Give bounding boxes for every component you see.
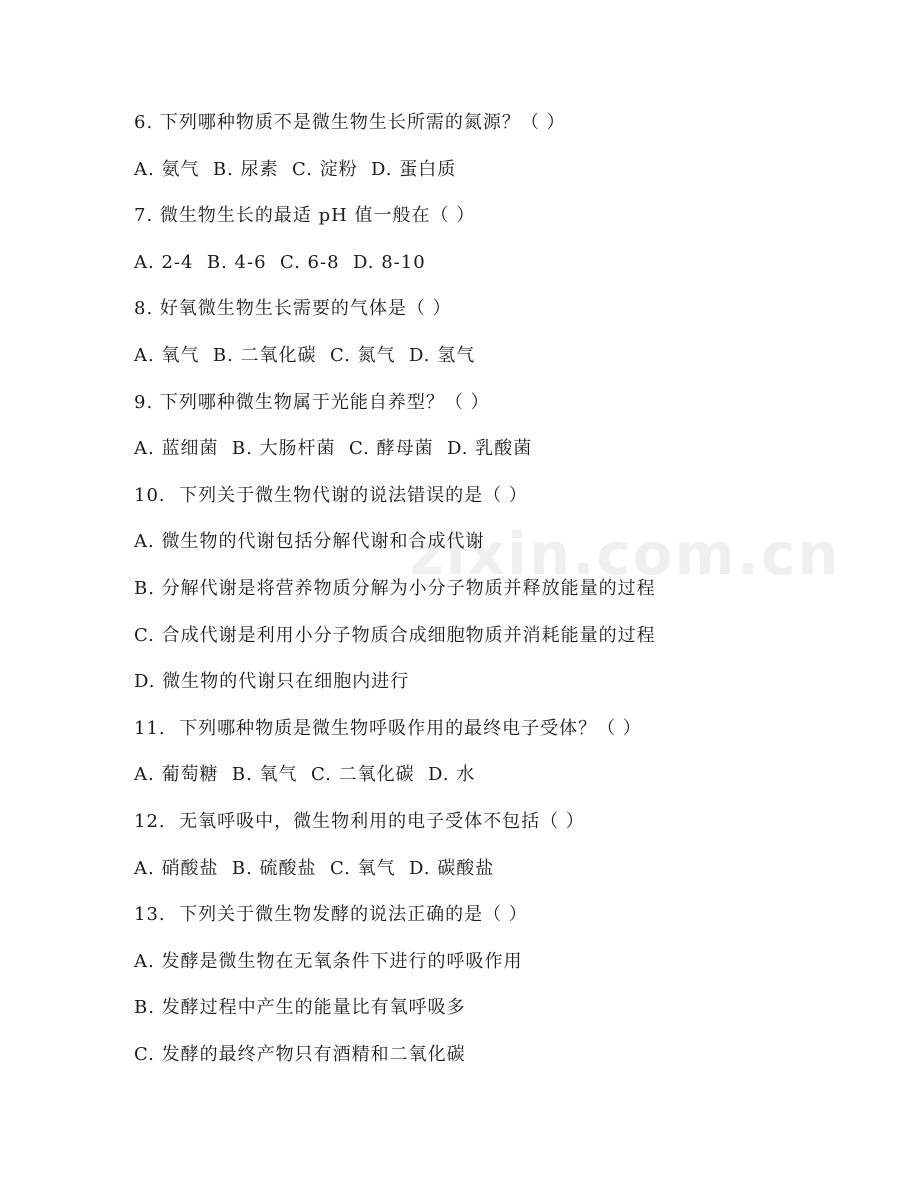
question-option-10d: D. 微生物的代谢只在细胞内进行 [134,671,410,693]
question-stem-9: 9. 下列哪种微生物属于光能自养型？（ ） [134,391,490,413]
question-options-6: A. 氨气 B. 尿素 C. 淀粉 D. 蛋白质 [134,158,457,180]
question-stem-10: 10. 下列关于微生物代谢的说法错误的是（ ） [134,484,528,506]
question-stem-6: 6. 下列哪种物质不是微生物生长所需的氮源？（ ） [134,112,566,133]
question-options-9: A. 蓝细菌 B. 大肠杆菌 C. 酵母菌 D. 乳酸菌 [134,438,533,460]
question-option-13a: A. 发酵是微生物在无氧条件下进行的呼吸作用 [134,950,523,972]
question-option-13c: C. 发酵的最终产物只有酒精和二氧化碳 [134,1043,466,1065]
question-stem-7: 7. 微生物生长的最适 pH 值一般在（ ） [134,205,476,227]
question-options-7: A. 2-4 B. 4-6 C. 6-8 D. 8-10 [134,251,426,273]
question-list [134,106,894,1084]
question-options-8: A. 氧气 B. 二氧化碳 C. 氮气 D. 氢气 [134,344,476,366]
question-option-10b: B. 分解代谢是将营养物质分解为小分子物质并释放能量的过程 [134,577,656,599]
question-option-13b: B. 发酵过程中产生的能量比有氧呼吸多 [134,997,466,1019]
question-stem-12: 12. 无氧呼吸中，微生物利用的电子受体不包括（ ） [134,810,585,832]
question-stem-13: 13. 下列关于微生物发酵的说法正确的是（ ） [134,904,528,926]
question-option-10c: C. 合成代谢是利用小分子物质合成细胞物质并消耗能量的过程 [134,624,656,646]
question-stem-11: 11. 下列哪种物质是微生物呼吸作用的最终电子受体？（ ） [134,717,642,739]
question-stem-8: 8. 好氧微生物生长需要的气体是（ ） [134,298,452,320]
question-options-11: A. 葡萄糖 B. 氧气 C. 二氧化碳 D. 水 [134,764,476,786]
watermark: zixin.com.cn [410,520,841,588]
question-options-12: A. 硝酸盐 B. 硫酸盐 C. 氧气 D. 碳酸盐 [134,857,495,879]
question-option-10a: A. 微生物的代谢包括分解代谢和合成代谢 [134,531,485,553]
